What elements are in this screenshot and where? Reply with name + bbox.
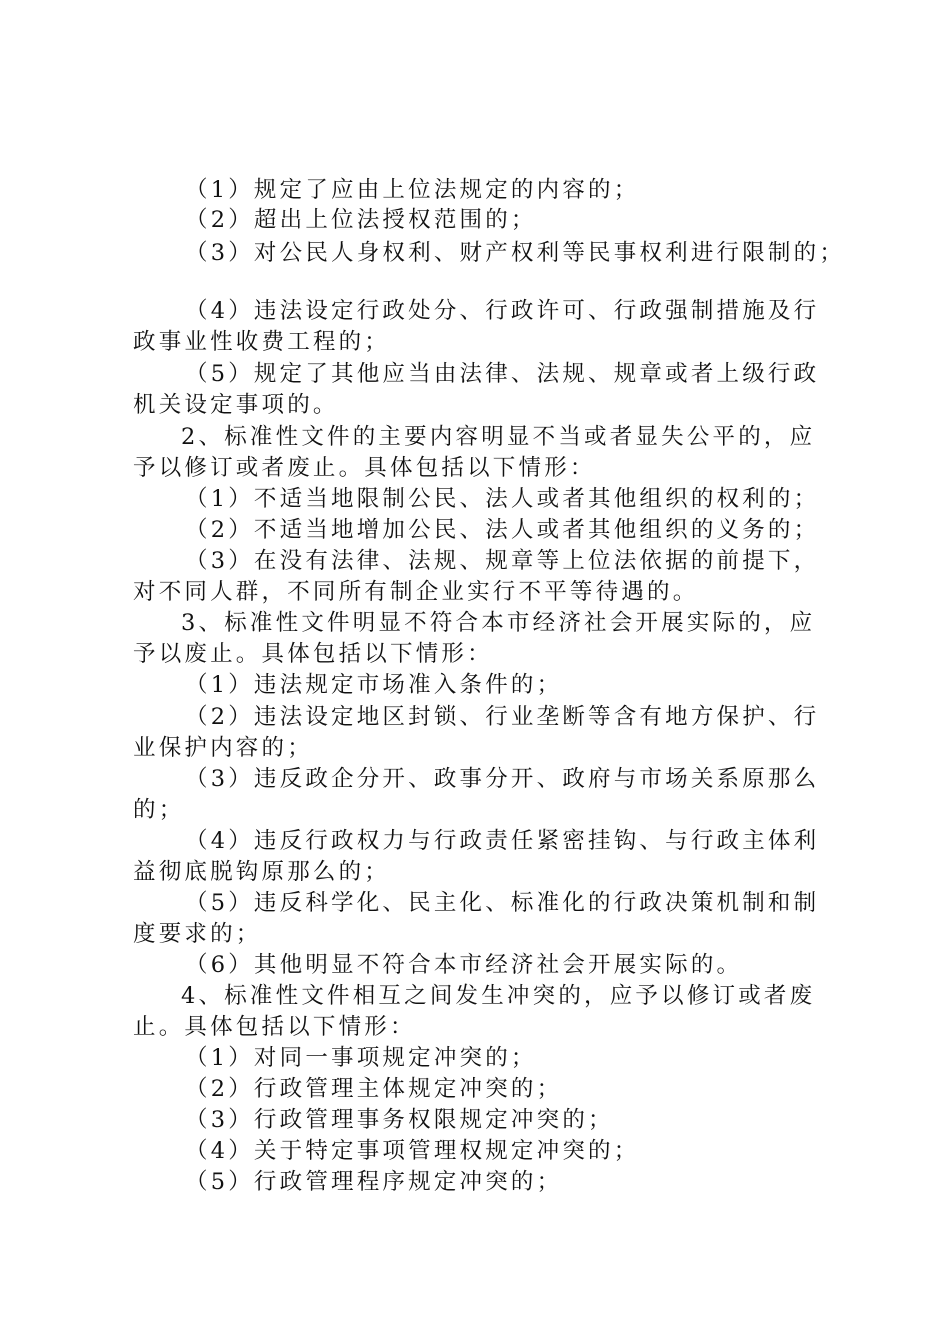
text-line: （1）违法规定市场准入条件的； [185, 672, 563, 698]
text-line: 2、标准性文件的主要内容明显不当或者显失公平的，应 [181, 424, 816, 450]
text-line: （5）行政管理程序规定冲突的； [185, 1169, 563, 1195]
text-line: （6）其他明显不符合本市经济社会开展实际的。 [185, 952, 743, 978]
text-line: 度要求的； [133, 921, 262, 947]
text-line: 止。具体包括以下情形： [133, 1014, 416, 1040]
text-line: （2）超出上位法授权范围的； [185, 207, 537, 233]
text-line: （3）在没有法律、法规、规章等上位法依据的前提下， [185, 548, 820, 574]
text-line: 对不同人群，不同所有制企业实行不平等待遇的。 [133, 579, 699, 605]
text-line: （2）违法设定地区封锁、行业垄断等含有地方保护、行 [185, 704, 820, 730]
text-line: （3）对公民人身权利、财产权利等民事权利进行限制的； [185, 240, 846, 266]
text-line: （3）行政管理事务权限规定冲突的； [185, 1107, 614, 1133]
text-line: （5）违反科学化、民主化、标准化的行政决策机制和制 [185, 890, 820, 916]
text-line: （4）关于特定事项管理权规定冲突的； [185, 1138, 640, 1164]
text-line: （4）违反行政权力与行政责任紧密挂钩、与行政主体利 [185, 828, 820, 854]
text-line: 机关设定事项的。 [133, 392, 339, 418]
text-line: 业保护内容的； [133, 735, 313, 761]
text-line: 的； [133, 797, 185, 823]
text-line: （2）行政管理主体规定冲突的； [185, 1076, 563, 1102]
text-line: （2）不适当地增加公民、法人或者其他组织的义务的； [185, 517, 820, 543]
text-line: 3、标准性文件明显不符合本市经济社会开展实际的，应 [181, 610, 816, 636]
text-line: （4）违法设定行政处分、行政许可、行政强制措施及行 [185, 298, 820, 324]
text-line: （5）规定了其他应当由法律、法规、规章或者上级行政 [185, 361, 820, 387]
text-line: （1）不适当地限制公民、法人或者其他组织的权利的； [185, 486, 820, 512]
text-line: 4、标准性文件相互之间发生冲突的，应予以修订或者废 [181, 983, 816, 1009]
text-line: （3）违反政企分开、政事分开、政府与市场关系原那么 [185, 766, 820, 792]
text-line: 政事业性收费工程的； [133, 329, 391, 355]
text-line: 予以修订或者废止。具体包括以下情形： [133, 455, 596, 481]
text-line: 予以废止。具体包括以下情形： [133, 641, 493, 667]
text-line: （1）对同一事项规定冲突的； [185, 1045, 537, 1071]
text-line: （1）规定了应由上位法规定的内容的； [185, 177, 640, 203]
text-line: 益彻底脱钩原那么的； [133, 859, 391, 885]
